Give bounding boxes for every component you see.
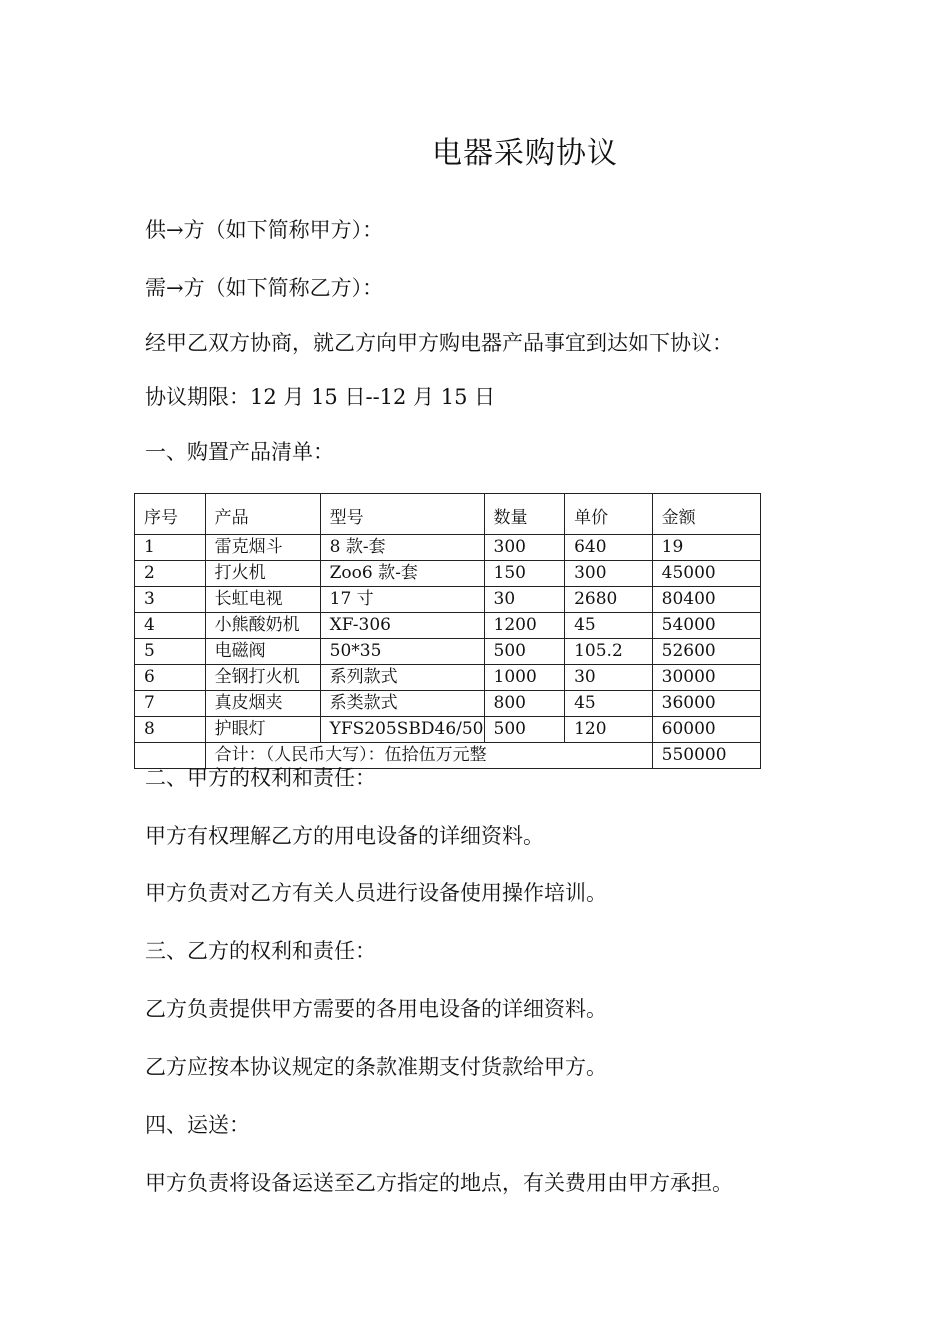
table-cell: 80400 <box>652 587 760 613</box>
table-cell: 17 寸 <box>320 587 484 613</box>
table-cell: 45 <box>565 691 653 717</box>
table-cell: 800 <box>484 691 565 717</box>
table-cell: 长虹电视 <box>205 587 320 613</box>
table-cell: 1200 <box>484 613 565 639</box>
table-cell: XF-306 <box>320 613 484 639</box>
table-row <box>135 587 761 613</box>
table-cell: 6 <box>135 665 206 691</box>
table-cell: 500 <box>484 639 565 665</box>
section2-item-2: 甲方负责对乙方有关人员进行设备使用操作培训。 <box>145 881 607 905</box>
table-cell: 52600 <box>652 639 760 665</box>
term-line: 协议期限：12 月 15 日--12 月 15 日 <box>145 385 496 409</box>
table-cell: 5 <box>135 639 206 665</box>
table-cell: 19 <box>652 535 760 561</box>
table-cell: 300 <box>565 561 653 587</box>
table-row <box>135 665 761 691</box>
table-cell: 30 <box>484 587 565 613</box>
table-cell: 4 <box>135 613 206 639</box>
section2-item-1: 甲方有权理解乙方的用电设备的详细资料。 <box>145 824 544 848</box>
table-cell: 雷克烟斗 <box>205 535 320 561</box>
table-cell: 电磁阀 <box>205 639 320 665</box>
table-row <box>135 691 761 717</box>
section-heading-2: 二、甲方的权利和责任： <box>145 766 376 790</box>
table-cell: 1000 <box>484 665 565 691</box>
table-cell: 护眼灯 <box>205 717 320 743</box>
table-cell: 2 <box>135 561 206 587</box>
table-cell: 640 <box>565 535 653 561</box>
table-cell: 300 <box>484 535 565 561</box>
header-cell: 序号 <box>135 494 206 535</box>
total-value: 550000 <box>652 743 760 769</box>
table-cell: 全钢打火机 <box>205 665 320 691</box>
header-cell: 数量 <box>484 494 565 535</box>
table-cell: 60000 <box>652 717 760 743</box>
total-label: 合计：（人民币大写）：伍拾伍万元整 <box>205 743 652 769</box>
table-cell: 45000 <box>652 561 760 587</box>
table-cell: 500 <box>484 717 565 743</box>
section4-item-1: 甲方负责将设备运送至乙方指定的地点，有关费用由甲方承担。 <box>145 1171 733 1195</box>
intro-paragraph: 经甲乙双方协商，就乙方向甲方购电器产品事宜到达如下协议： <box>145 331 733 355</box>
document-title: 电器采购协议 <box>432 136 618 171</box>
buyer-line: 需→方（如下简称乙方）： <box>145 276 384 300</box>
table-cell: 105.2 <box>565 639 653 665</box>
table-header-row <box>135 494 761 535</box>
table-row <box>135 613 761 639</box>
table-cell: 45 <box>565 613 653 639</box>
section3-item-2: 乙方应按本协议规定的条款准期支付货款给甲方。 <box>145 1055 607 1079</box>
table-row <box>135 717 761 743</box>
table-cell: 7 <box>135 691 206 717</box>
table-cell: 36000 <box>652 691 760 717</box>
table-cell: 打火机 <box>205 561 320 587</box>
table-cell: 系类款式 <box>320 691 484 717</box>
header-cell: 型号 <box>320 494 484 535</box>
supplier-line: 供→方（如下简称甲方）： <box>145 218 384 242</box>
table-cell: YFS205SBD46/50 <box>320 717 484 743</box>
table-cell: 真皮烟夹 <box>205 691 320 717</box>
section-heading-4: 四、运送： <box>145 1113 250 1137</box>
section3-item-1: 乙方负责提供甲方需要的各用电设备的详细资料。 <box>145 997 607 1021</box>
table-cell: 8 <box>135 717 206 743</box>
section-heading-1: 一、购置产品清单： <box>145 440 334 464</box>
table-cell: 系列款式 <box>320 665 484 691</box>
table-cell: 120 <box>565 717 653 743</box>
header-cell: 单价 <box>565 494 653 535</box>
table-cell: 30000 <box>652 665 760 691</box>
table-row <box>135 639 761 665</box>
table-row <box>135 561 761 587</box>
table-cell: 54000 <box>652 613 760 639</box>
section-heading-3: 三、乙方的权利和责任： <box>145 939 376 963</box>
table-cell: Zoo6 款-套 <box>320 561 484 587</box>
table-cell: 50*35 <box>320 639 484 665</box>
header-cell: 产品 <box>205 494 320 535</box>
header-cell: 金额 <box>652 494 760 535</box>
table-cell: 3 <box>135 587 206 613</box>
table-cell: 2680 <box>565 587 653 613</box>
table-cell: 150 <box>484 561 565 587</box>
table-row <box>135 535 761 561</box>
table-cell: 1 <box>135 535 206 561</box>
table-cell: 8 款-套 <box>320 535 484 561</box>
product-table <box>134 493 761 769</box>
table-cell: 30 <box>565 665 653 691</box>
table-cell: 小熊酸奶机 <box>205 613 320 639</box>
